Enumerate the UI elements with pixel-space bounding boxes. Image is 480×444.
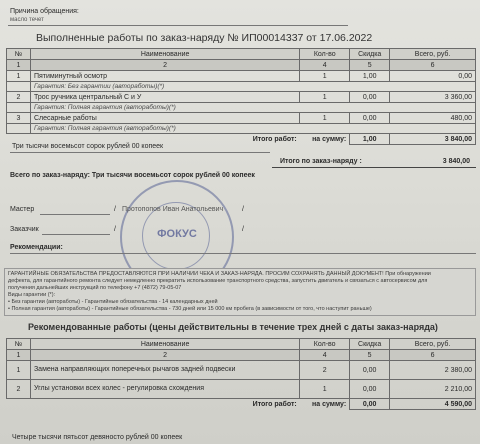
row-num: 3: [7, 113, 31, 124]
index-cell: 4: [300, 350, 350, 361]
rec-total-row: [7, 399, 476, 410]
total-label: Итого работ:: [252, 400, 297, 408]
row-num: 1: [7, 361, 31, 380]
index-cell: 1: [7, 60, 31, 71]
table-row: [7, 380, 476, 399]
col-num: №: [7, 49, 31, 60]
row-total: 0,00: [390, 71, 476, 82]
col-name: Наименование: [30, 339, 299, 350]
row-discount: 0,00: [350, 113, 390, 124]
col-qty: Кол-во: [300, 339, 350, 350]
row-qty: 1: [300, 92, 350, 103]
col-discount: Скидка: [350, 339, 390, 350]
rec-sum-words: Четыре тысячи пятьсот девяносто рублей 00 копеек: [12, 434, 183, 441]
master-signature-line: [40, 214, 110, 215]
row-qty: 1: [300, 380, 350, 399]
customer-label: Заказчик: [10, 226, 39, 233]
row-qty: 2: [300, 361, 350, 380]
index-cell: 5: [350, 350, 390, 361]
row-qty: 1: [300, 71, 350, 82]
stamp-text: ФОКУС: [157, 228, 197, 240]
index-cell: 6: [390, 60, 476, 71]
total-discount: 0,00: [350, 399, 390, 410]
recommendations-label: Рекомендации:: [10, 244, 63, 251]
row-num: 1: [7, 71, 31, 82]
master-slash-2: /: [242, 206, 244, 213]
row-total: 480,00: [390, 113, 476, 124]
index-cell: 2: [30, 60, 299, 71]
disclaimer-line: ГАРАНТИЙНЫЕ ОБЯЗАТЕЛЬСТВА ПРЕДОСТАВЛЯЮТСЯ ПРИ НАЛИЧИИ ЧЕКА И ЗАКАЗ-НАРЯДА. ПРОСИМ СОХРАНЯТЬ ДАННЫЙ ДОКУМЕНТ! При обнаружении: [8, 271, 431, 277]
col-discount: Скидка: [350, 49, 390, 60]
appeal-label: Причина обращения:: [10, 8, 79, 15]
row-total: 3 360,00: [390, 92, 476, 103]
row-guarantee: Гарантия: Полная гарантия (автоработы)(*): [30, 103, 475, 113]
warranty-disclaimer: [4, 268, 476, 316]
rec-title: Рекомендованные работы (цены действительны в течение трех дней с даты заказ-наряда): [28, 322, 438, 332]
col-total: Всего, руб.: [390, 49, 476, 60]
order-total-value: 3 840,00: [442, 158, 470, 165]
sum-label: на сумму:: [312, 400, 347, 408]
empty-cell: [7, 399, 31, 410]
recommendations-underline: [10, 253, 476, 254]
table-row: [7, 71, 476, 82]
master-slash-1: /: [114, 206, 116, 213]
row-name: Замена направляющих поперечных рычагов задней подвески: [30, 361, 299, 380]
customer-slash-1: /: [114, 226, 116, 233]
row-discount: 1,00: [350, 71, 390, 82]
col-num: №: [7, 339, 31, 350]
master-label: Мастер: [10, 206, 35, 213]
work-title: Выполненные работы по заказ-наряду № ИП00014337 от 17.06.2022: [36, 32, 373, 44]
guarantee-row: [7, 124, 476, 134]
disclaimer-line: • Полная гарантия (автоработы) - Гарантийные обязательства - 730 дней или 15 000 км пробега (в зависимости от того, что наступит раньше): [8, 306, 372, 312]
index-cell: 1: [7, 350, 31, 361]
work-table-header: [7, 49, 476, 60]
disclaimer-line: получения дальнейших инструкций по телефону +7 (4872) 79-05-07: [8, 285, 182, 291]
empty-cell: [7, 124, 31, 134]
row-total: 2 210,00: [390, 380, 476, 399]
table-row: [7, 113, 476, 124]
disclaimer-line: Виды гарантии (*):: [8, 292, 56, 298]
row-discount: 0,00: [350, 92, 390, 103]
col-total: Всего, руб.: [390, 339, 476, 350]
total-sum: 3 840,00: [390, 134, 476, 145]
work-table: [6, 48, 476, 145]
total-label: Итого работ:: [252, 135, 297, 143]
row-total: 2 380,00: [390, 361, 476, 380]
work-table-index-row: [7, 60, 476, 71]
col-qty: Кол-во: [300, 49, 350, 60]
master-name: Протопопов Иван Анатольевич: [122, 206, 224, 213]
appeal-underline: [8, 25, 348, 26]
work-sum-words: Три тысячи восемьсот сорок рублей 00 копеек: [12, 143, 164, 150]
rec-table-header: [7, 339, 476, 350]
customer-slash-2: /: [242, 226, 244, 233]
guarantee-row: [7, 103, 476, 113]
empty-cell: [7, 82, 31, 92]
rec-table: [6, 338, 476, 410]
total-discount: 1,00: [350, 134, 390, 145]
row-name: Углы установки всех колес - регулировка схождения: [30, 380, 299, 399]
table-row: [7, 92, 476, 103]
empty-cell: [7, 103, 31, 113]
row-name: Слесарные работы: [30, 113, 299, 124]
row-num: 2: [7, 380, 31, 399]
index-cell: 5: [350, 60, 390, 71]
row-num: 2: [7, 92, 31, 103]
row-qty: 1: [300, 113, 350, 124]
customer-signature-line: [42, 234, 110, 235]
appeal-value: масло течет: [10, 17, 44, 23]
guarantee-row: [7, 82, 476, 92]
work-words-underline: [10, 152, 270, 153]
row-discount: 0,00: [350, 361, 390, 380]
total-sum: 4 590,00: [390, 399, 476, 410]
index-cell: 6: [390, 350, 476, 361]
table-row: [7, 361, 476, 380]
rec-table-index-row: [7, 350, 476, 361]
grand-total-words: Всего по заказ-наряду: Три тысячи восемьсот сорок рублей 00 копеек: [10, 172, 255, 179]
col-name: Наименование: [30, 49, 299, 60]
row-guarantee: Гарантия: Без гарантии (автоработы)(*): [30, 82, 475, 92]
index-cell: 4: [300, 60, 350, 71]
index-cell: 2: [30, 350, 299, 361]
order-total-label: Итого по заказ-наряду :: [280, 158, 362, 165]
sum-label: на сумму:: [312, 135, 347, 143]
disclaimer-line: • Без гарантии (автоработы) - Гарантийные обязательства - 14 календарных дней: [8, 299, 218, 305]
row-discount: 0,00: [350, 380, 390, 399]
row-guarantee: Гарантия: Полная гарантия (автоработы)(*): [30, 124, 475, 134]
disclaimer-line: дефекта, для гарантийного ремонта следует немедленно прекратить использование транспортного средства, запустить двигатель и связаться с автосервисом для: [8, 278, 428, 284]
row-name: Пятиминутный осмотр: [30, 71, 299, 82]
order-total-underline: [272, 167, 476, 168]
row-name: Трос ручника центральный С и У: [30, 92, 299, 103]
